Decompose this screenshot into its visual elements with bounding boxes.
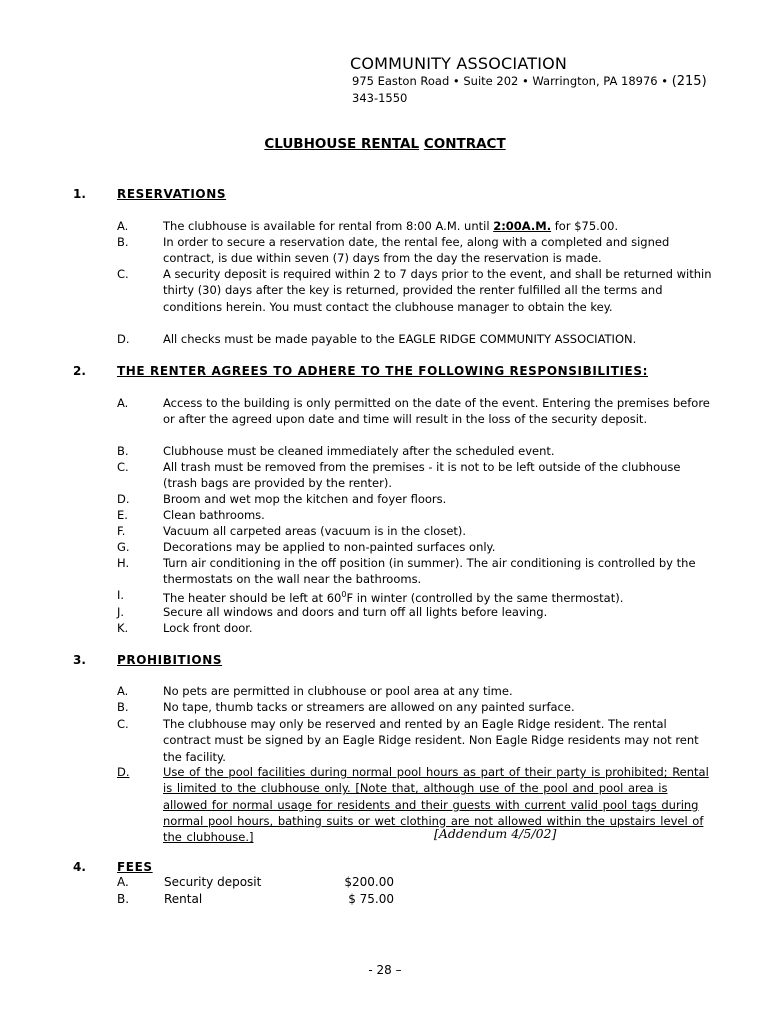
item-text: Turn air conditioning in the off position (in summer). The air conditioning is controlled by the thermostats on the wall near the bathrooms. (163, 556, 696, 587)
section-heading: FEES (117, 860, 153, 874)
section-number: 4. (73, 860, 86, 874)
item-label: I. (117, 588, 125, 602)
item-label: C. (117, 717, 129, 731)
item-label: D. (117, 492, 130, 506)
item-text-underlined: Use of the pool facilities during normal pool hours as part of their party is prohibited; Rental is limited to the clubhouse only. [Note that, although use of the pool and pool area is allowed for normal usage for residents and their guests with current valid pool tags during normal pool hours, bathing suits or wet clothing are not allowed within the upstairs level of the clubhouse.] (163, 765, 709, 845)
fee-label: A. (117, 875, 129, 889)
item-text: A security deposit is required within 2 to 7 days prior to the event, and shall be returned within thirty (30) days after the key is returned, provided the renter fulfilled all the terms and conditions herein. You must contact the clubhouse manager to obtain the key. (163, 267, 712, 314)
item-label: B. (117, 444, 129, 458)
organization-name: COMMUNITY ASSOCIATION (350, 54, 568, 73)
item-text: Clean bathrooms. (163, 508, 265, 522)
item-label: A. (117, 396, 129, 410)
item-label: A. (117, 684, 129, 698)
addendum-note: [Addendum 4/5/02] (434, 826, 557, 841)
item-text: In order to secure a reservation date, the rental fee, along with a completed and signed contract, is due within seven (7) days from the day the reservation is made. (163, 235, 670, 266)
item-text: Access to the building is only permitted on the date of the event. Entering the premises before or after the agreed upon date and time will result in the loss of the security deposit. (163, 396, 710, 427)
degree-superscript: 0 (341, 590, 347, 599)
fee-name: Security deposit (164, 875, 262, 889)
item-text: No tape, thumb tacks or streamers are allowed on any painted surface. (163, 700, 575, 714)
item-text: All trash must be removed from the premises - it is not to be left outside of the clubhouse (trash bags are provided by the renter). (163, 460, 681, 491)
section-number: 2. (73, 364, 86, 378)
section-number: 1. (73, 187, 86, 201)
item-text: No pets are permitted in clubhouse or pool area at any time. (163, 684, 513, 698)
item-label: J. (117, 605, 125, 619)
item-label: D. (117, 332, 130, 346)
item-text: The clubhouse is available for rental from 8:00 A.M. until 2:00A.M. for $75.00. (163, 219, 619, 233)
bold-time: 2:00A.M. (493, 219, 552, 233)
fee-amount: $ 75.00 (348, 892, 394, 906)
item-text: Lock front door. (163, 621, 253, 635)
section-heading: RESERVATIONS (117, 187, 227, 201)
title-part1: CLUBHOUSE RENTAL (264, 136, 420, 152)
item-label: H. (117, 556, 130, 570)
item-text: Vacuum all carpeted areas (vacuum is in the closet). (163, 524, 467, 538)
address-line: 975 Easton Road • Suite 202 • Warrington, PA 18976 • (352, 74, 669, 88)
title-part2: CONTRACT (423, 136, 506, 152)
section-heading: THE RENTER AGREES TO ADHERE TO THE FOLLOWING RESPONSIBILITIES: (117, 364, 648, 378)
item-label: F. (117, 524, 126, 538)
section-heading: PROHIBITIONS (117, 653, 223, 667)
item-text: The heater should be left at $60^0F$ in winter (controlled by the same thermostat). (163, 590, 624, 605)
section-number: 3. (73, 653, 86, 667)
organization-address (352, 73, 722, 107)
item-text: Clubhouse must be cleaned immediately after the scheduled event. (163, 444, 555, 458)
phone-number: 343-1550 (352, 91, 408, 105)
item-text: Secure all windows and doors and turn off all lights before leaving. (163, 605, 548, 619)
fee-label: B. (117, 892, 130, 906)
item-label: C. (117, 460, 129, 474)
fee-name: Rental (164, 892, 203, 906)
item-label: G. (117, 540, 130, 554)
item-label: D. (117, 765, 130, 779)
item-label: K. (117, 621, 129, 635)
fee-amount: $200.00 (344, 875, 394, 889)
item-label: B. (117, 235, 129, 249)
phone-area-code: (215) (671, 74, 707, 89)
item-text: The clubhouse may only be reserved and rented by an Eagle Ridge resident. The rental contract must be signed by an Eagle Ridge resident. Non Eagle Ridge residents may not rent the facility. (163, 717, 699, 764)
page-number: - 28 – (368, 963, 402, 977)
item-text: All checks must be made payable to the EAGLE RIDGE COMMUNITY ASSOCIATION. (163, 332, 637, 346)
item-text: Decorations may be applied to non-painted surfaces only. (163, 540, 496, 554)
item-label: C. (117, 267, 129, 281)
item-label: E. (117, 508, 128, 522)
item-label: B. (117, 700, 129, 714)
item-label: A. (117, 219, 129, 233)
document-title (0, 136, 770, 152)
item-text: Broom and wet mop the kitchen and foyer floors. (163, 492, 447, 506)
